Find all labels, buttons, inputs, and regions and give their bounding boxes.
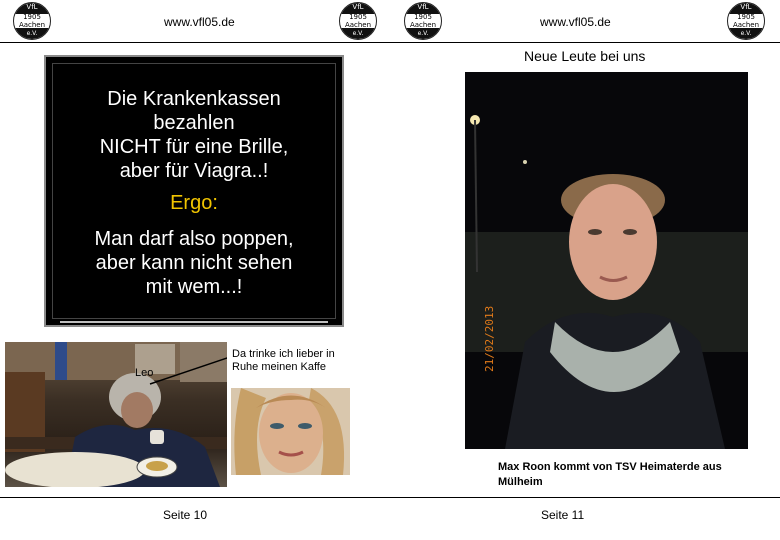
logo-text: Aachen (409, 21, 437, 29)
page-number-left: Seite 10 (163, 508, 208, 522)
speech-caption: Da trinke ich lieber in Ruhe meinen Kaffe (232, 348, 335, 373)
header-url-left: www.vfl05.de (164, 15, 235, 29)
club-logo-right-2 (727, 2, 765, 40)
header-divider (0, 42, 780, 43)
player-portrait-photo (465, 72, 748, 449)
quote-line: Man darf also poppen, (94, 228, 294, 250)
logo-text: e.V. (417, 30, 429, 37)
quote-line: aber kann nicht sehen (95, 252, 293, 274)
page-title: Neue Leute bei uns (524, 48, 646, 64)
logo-text: VfL (740, 3, 752, 11)
logo-text: e.V. (26, 30, 38, 37)
club-logo-right-1 (404, 2, 442, 40)
logo-text: 1905 (23, 13, 41, 21)
logo-text: 1905 (737, 13, 755, 21)
club-logo-left-1 (13, 2, 51, 40)
logo-text: VfL (26, 3, 38, 11)
cafe-photo (5, 342, 227, 487)
quote-line: bezahlen (153, 112, 235, 134)
leo-label: Leo (135, 367, 154, 379)
player-caption: Max Roon kommt von TSV Heimaterde aus Mülheim (498, 461, 722, 488)
logo-text: e.V. (352, 30, 364, 37)
logo-text: Aachen (732, 21, 760, 29)
logo-text: e.V. (740, 30, 752, 37)
logo-text: Aachen (18, 21, 46, 29)
logo-text: VfL (352, 3, 364, 11)
quote-ergo: Ergo: (170, 192, 218, 214)
logo-text: 1905 (414, 13, 432, 21)
logo-text: 1905 (349, 13, 367, 21)
quote-image (44, 55, 344, 327)
quote-line: Die Krankenkassen (107, 88, 281, 110)
logo-text: Aachen (344, 21, 372, 29)
quote-line: aber für Viagra..! (119, 160, 269, 182)
quote-line: mit wem...! (145, 276, 243, 298)
woman-photo (231, 388, 350, 475)
header-url-right: www.vfl05.de (540, 15, 611, 29)
photo-date-stamp: 21/02/2013 (483, 305, 496, 372)
footer-divider (0, 497, 780, 498)
player-portrait-drawing (465, 72, 748, 449)
logo-text: VfL (417, 3, 429, 11)
woman-photo-drawing (231, 388, 350, 475)
quote-line: NICHT für eine Brille, (99, 136, 289, 158)
cafe-photo-drawing (5, 342, 227, 487)
club-logo-left-2 (339, 2, 377, 40)
page-number-right: Seite 11 (541, 508, 585, 522)
